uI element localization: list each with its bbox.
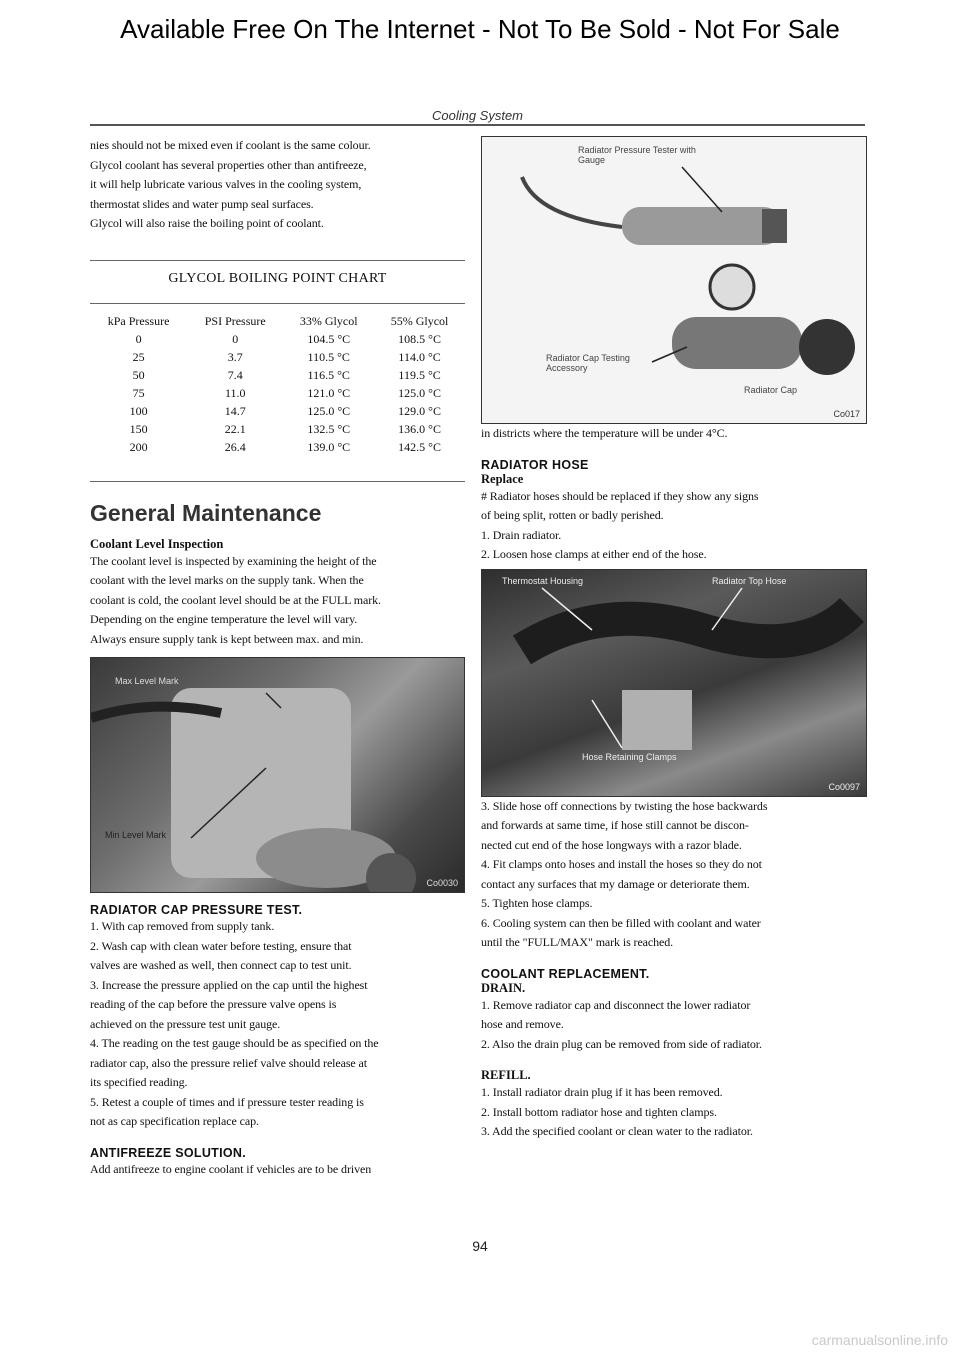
text-line: Glycol will also raise the boiling point of coolant. — [90, 216, 324, 230]
table-cell: 125.0 °C — [307, 404, 351, 418]
text-line: contact any surfaces that my damage or deteriorate them. — [481, 876, 750, 891]
table-cell: 150 — [129, 422, 148, 436]
coolant-level-heading: Coolant Level Inspection — [90, 536, 224, 551]
replace-subheading: Replace — [481, 471, 524, 486]
table-row — [90, 439, 465, 457]
text-line: 1. Install radiator drain plug if it has been removed. — [481, 1085, 723, 1099]
antifreeze-heading: ANTIFREEZE SOLUTION. — [90, 1145, 246, 1160]
text-line: 2. Loosen hose clamps at either end of the hose. — [481, 547, 707, 561]
radiator-cap-label: Radiator Cap — [744, 385, 798, 395]
pressure-tester-photo — [481, 136, 867, 424]
text-line: until the "FULL/MAX" mark is reached. — [481, 935, 674, 949]
text-line: 1. Drain radiator. — [481, 527, 562, 542]
glycol-chart-title: GLYCOL BOILING POINT CHART — [90, 260, 465, 287]
distribution-banner: Available Free On The Internet - Not To Be Sold - Not For Sale — [120, 14, 840, 44]
table-row — [90, 349, 465, 367]
text-line: 1. With cap removed from supply tank. — [90, 919, 275, 933]
table-cell: 121.0 °C — [307, 386, 351, 400]
table-row — [90, 421, 465, 439]
radiator-top-hose-label: Radiator Top Hose — [712, 575, 787, 586]
photo-code: Co017 — [833, 409, 860, 419]
coolant-tank-photo — [90, 657, 465, 893]
drain-paragraph — [481, 996, 867, 1055]
table-cell: 142.5 °C — [398, 440, 441, 454]
table-cell: 104.5 °C — [307, 332, 351, 346]
column-header: 33% Glycol — [299, 313, 358, 328]
table-cell: 0 — [232, 332, 239, 346]
max-level-label: Max Level Mark — [115, 676, 179, 686]
photo-code: Co0030 — [426, 878, 458, 888]
text-line: 6. Cooling system can then be filled with coolant and water — [481, 915, 761, 930]
text-line: reading of the cap before the pressure valve opens is — [90, 997, 337, 1011]
text-line: 3. Slide hose off connections by twisting the hose backwards — [481, 798, 768, 813]
section-header: Cooling System — [431, 108, 524, 123]
cap-pressure-test-paragraph — [90, 917, 465, 1132]
table-header-row — [90, 312, 465, 331]
text-line: its specified reading. — [90, 1075, 188, 1089]
table-cell: 25 — [132, 350, 145, 364]
table-row — [90, 331, 465, 349]
text-line: achieved on the pressure test unit gauge. — [90, 1016, 281, 1031]
cap-accessory — [672, 317, 802, 369]
min-level-label: Min Level Mark — [105, 830, 167, 840]
table-cell: 14.7 — [224, 404, 246, 418]
text-line: thermostat slides and water pump seal surfaces. — [90, 196, 314, 211]
hose-clamps-label: Hose Retaining Clamps — [582, 751, 677, 762]
text-line: 2. Wash cap with clean water before testing, ensure that — [90, 938, 352, 953]
pressure-tester-illustration — [482, 137, 866, 423]
coolant-tank-illustration — [91, 658, 464, 892]
tester-label: Radiator Pressure Tester with Gauge — [578, 145, 696, 165]
radiator-hose-heading: RADIATOR HOSE — [481, 457, 589, 472]
text-line: 3. Increase the pressure applied on the cap until the highest — [90, 977, 368, 992]
radiator-cap-shape — [799, 319, 855, 375]
engine-part — [622, 690, 692, 750]
thermostat-housing-label: Thermostat Housing — [502, 575, 584, 586]
left-column — [90, 136, 465, 1179]
text-line: and forwards at same time, if hose still cannot be discon- — [481, 818, 749, 832]
chart-rule — [90, 303, 465, 304]
text-line: 5. Retest a couple of times and if pressure tester reading is — [90, 1094, 364, 1109]
glycol-boiling-table — [90, 312, 465, 457]
intro-paragraph — [90, 136, 465, 234]
table-body — [90, 331, 465, 457]
column-header: kPa Pressure — [107, 313, 170, 328]
text-line: 2. Also the drain plug can be removed from side of radiator. — [481, 1036, 762, 1051]
radiator-hose-illustration — [482, 570, 866, 796]
column-header: 55% Glycol — [390, 313, 449, 328]
text-line: coolant is cold, the coolant level should be at the FULL mark. — [90, 592, 381, 607]
coolant-replacement-heading: COOLANT REPLACEMENT. — [481, 966, 650, 981]
radiator-hose-photo — [481, 569, 867, 797]
text-line: Add antifreeze to engine coolant if vehicles are to be driven — [90, 1161, 372, 1176]
header-rule — [90, 124, 865, 126]
table-row — [90, 367, 465, 385]
text-line: 1. Remove radiator cap and disconnect the lower radiator — [481, 997, 751, 1012]
table-cell: 26.4 — [224, 440, 246, 454]
text-line: 4. Fit clamps onto hoses and install the hoses so they do not — [481, 857, 762, 871]
text-line: The coolant level is inspected by examining the height of the — [90, 553, 377, 568]
table-cell: 200 — [129, 440, 148, 454]
hose-paragraph-2 — [481, 797, 867, 953]
text-line: 2. Install bottom radiator hose and tighten clamps. — [481, 1104, 717, 1119]
table-cell: 3.7 — [227, 350, 243, 364]
cap-pressure-test-heading: RADIATOR CAP PRESSURE TEST. — [90, 903, 303, 917]
accessory-label: Radiator Cap Testing Accessory — [546, 353, 630, 373]
tester-pointer — [682, 167, 722, 212]
table-cell: 139.0 °C — [307, 440, 351, 454]
table-cell: 136.0 °C — [398, 422, 441, 436]
text-line: coolant with the level marks on the supply tank. When the — [90, 573, 364, 587]
tester-fitting — [762, 209, 787, 243]
table-cell: 125.0 °C — [398, 386, 441, 400]
drain-heading: DRAIN. — [481, 980, 526, 995]
photo-code: Co0097 — [828, 781, 860, 792]
text-line: in districts where the temperature will be under 4°C. — [481, 426, 728, 440]
table-row — [90, 403, 465, 421]
coolant-level-paragraph — [90, 552, 465, 650]
text-line: valves are washed as well, then connect cap to test unit. — [90, 958, 352, 972]
top-hose-shape — [522, 610, 852, 650]
table-cell: 75 — [132, 386, 145, 400]
table-cell: 50 — [132, 368, 145, 382]
refill-heading: REFILL. — [481, 1068, 531, 1082]
table-cell: 0 — [135, 332, 142, 346]
text-line: # Radiator hoses should be replaced if they show any signs — [481, 488, 759, 503]
right-column — [481, 136, 867, 1142]
text-line: Glycol coolant has several properties other than antifreeze, — [90, 157, 367, 172]
text-line: of being split, rotten or badly perished. — [481, 508, 664, 522]
gauge-shape — [710, 265, 754, 309]
page-number: 94 — [472, 1238, 488, 1254]
general-maintenance-heading: General Maintenance — [90, 499, 322, 526]
text-line: nected cut end of the hose longways with a razor blade. — [481, 837, 742, 852]
chart-bottom-rule — [90, 481, 465, 482]
tester-handle — [522, 177, 622, 227]
site-watermark: carmanualsonline.info — [811, 1332, 948, 1348]
refill-paragraph — [481, 1083, 867, 1142]
text-line: Depending on the engine temperature the level will vary. — [90, 612, 358, 626]
antifreeze-paragraph — [90, 1160, 465, 1180]
table-cell: 11.0 — [224, 386, 246, 400]
tester-cylinder — [622, 207, 782, 245]
table-cell: 119.5 °C — [398, 368, 441, 382]
column-header: PSI Pressure — [204, 313, 266, 328]
text-line: not as cap specification replace cap. — [90, 1114, 259, 1128]
table-cell: 100 — [129, 404, 148, 418]
table-cell: 132.5 °C — [307, 422, 351, 436]
hose-paragraph — [481, 487, 867, 565]
text-line: 5. Tighten hose clamps. — [481, 896, 593, 910]
text-line: hose and remove. — [481, 1017, 564, 1031]
text-line: nies should not be mixed even if coolant is the same colour. — [90, 138, 371, 152]
text-line: it will help lubricate various valves in the cooling system, — [90, 177, 362, 191]
text-line: radiator cap, also the pressure relief valve should release at — [90, 1055, 368, 1070]
table-cell: 116.5 °C — [307, 368, 350, 382]
text-line: 4. The reading on the test gauge should be as specified on the — [90, 1036, 379, 1050]
districts-paragraph — [481, 424, 867, 444]
table-cell: 110.5 °C — [307, 350, 350, 364]
table-cell: 7.4 — [227, 368, 243, 382]
table-cell: 108.5 °C — [398, 332, 441, 346]
table-cell: 114.0 °C — [398, 350, 441, 364]
table-cell: 22.1 — [224, 422, 246, 436]
clamp-pointer — [592, 700, 622, 748]
table-row — [90, 385, 465, 403]
table-cell: 129.0 °C — [398, 404, 441, 418]
text-line: Always ensure supply tank is kept between max. and min. — [90, 631, 364, 646]
text-line: 3. Add the specified coolant or clean water to the radiator. — [481, 1124, 753, 1138]
